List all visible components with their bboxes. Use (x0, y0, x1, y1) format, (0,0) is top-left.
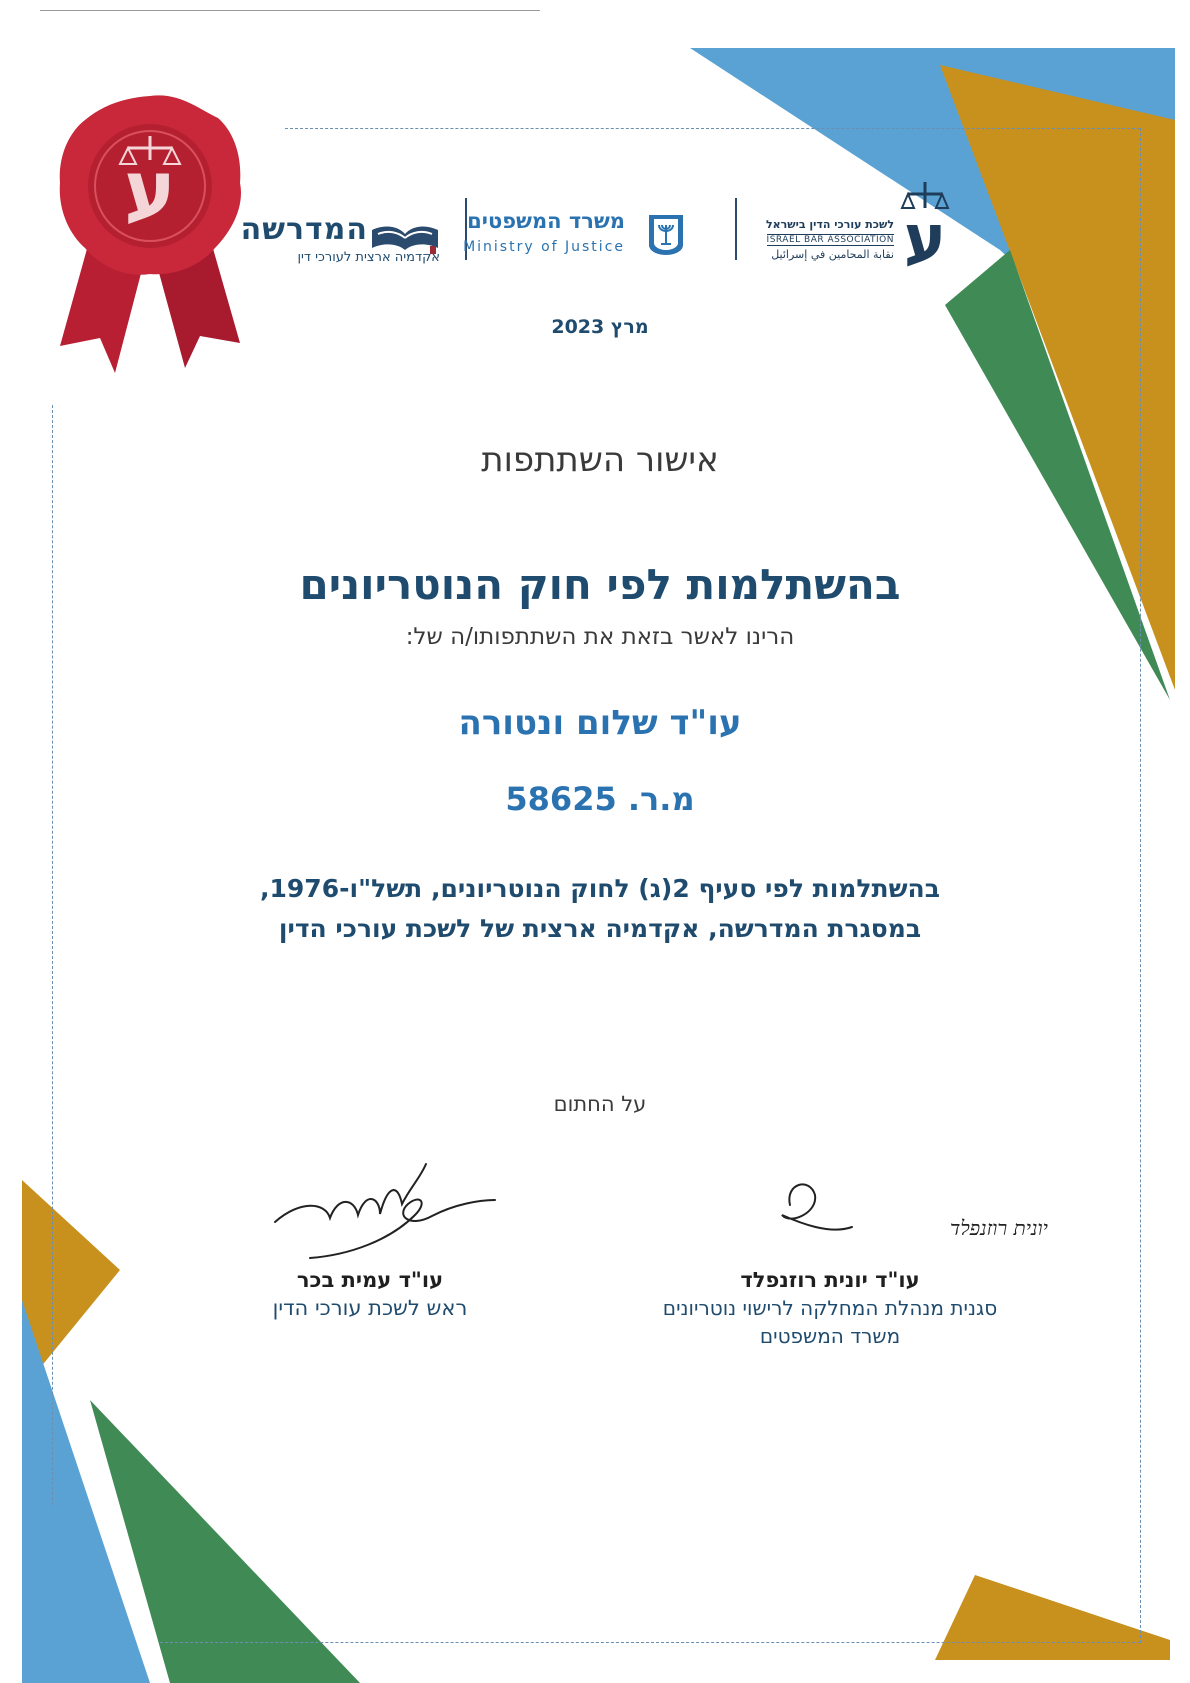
open-book-icon (370, 216, 440, 254)
signature-left-icon (270, 1160, 500, 1270)
signature-right-icon (760, 1175, 1048, 1265)
academy-logo (240, 212, 440, 272)
certificate-body-line1: בהשתלמות לפי סעיף 2(ג) לחוק הנוטריונים, תשל"ו-1976, (260, 874, 940, 903)
recipient-name: עו"ד שלום ונטורה (458, 703, 742, 743)
menorah-emblem-icon (647, 213, 685, 257)
signatory-left-role: ראש לשכת עורכי הדין (272, 1296, 468, 1320)
certificate-intro: הרינו לאשר בזאת את השתתפותו/ה של: (405, 624, 795, 650)
bar-association-logo (750, 178, 950, 276)
bar-name-he: לשכת עורכי הדין בישראל (765, 218, 894, 231)
license-number: מ.ר. 58625 (505, 780, 695, 818)
frame-right (1140, 128, 1141, 1643)
bar-name-en: ISRAEL BAR ASSOCIATION (766, 235, 894, 245)
signature-right-handwriting: יונית רוזנפלד (950, 1216, 1048, 1240)
certificate-body-line2: במסגרת המדרשה, אקדמיה ארצית של לשכת עורכי הדין (278, 914, 922, 943)
frame-left (52, 405, 53, 1505)
svg-text:ע: ע (903, 202, 947, 276)
certificate-heading: אישור השתתפות (481, 440, 719, 480)
frame-bottom (160, 1642, 1140, 1643)
academy-tagline: אקדמיה ארצית לעורכי דין (297, 250, 440, 265)
bottom-right-gold-triangle (935, 1575, 1170, 1660)
certificate-title: בהשתלמות לפי חוק הנוטריונים (299, 560, 901, 609)
certificate-date: מרץ 2023 (551, 316, 649, 338)
frame-top (285, 128, 1140, 129)
academy-name: המדרשה (240, 212, 368, 247)
signatory-right-role-line2: משרד המשפטים (759, 1324, 901, 1348)
ministry-name-en: Ministry of Justice (463, 239, 625, 255)
signatory-right-name: עו"ד יונית רוזנפלד (740, 1268, 920, 1292)
signatory-right-role-line1: סגנית מנהלת המחלקה לרישוי נוטריונים (662, 1296, 998, 1320)
wax-seal-ribbon-icon (50, 88, 250, 378)
ministry-name-he: משרד המשפטים (467, 209, 625, 233)
ministry-logo (463, 205, 690, 265)
logo-divider (735, 198, 737, 260)
signatory-left-name: עו"ד עמית בכר (296, 1268, 444, 1292)
signatures-label: על החתום (553, 1092, 647, 1116)
svg-text:ע: ע (124, 145, 176, 235)
scales-emblem-icon (900, 178, 950, 276)
bar-name-ar: نقابة المحامين في إسرائيل (771, 248, 894, 261)
